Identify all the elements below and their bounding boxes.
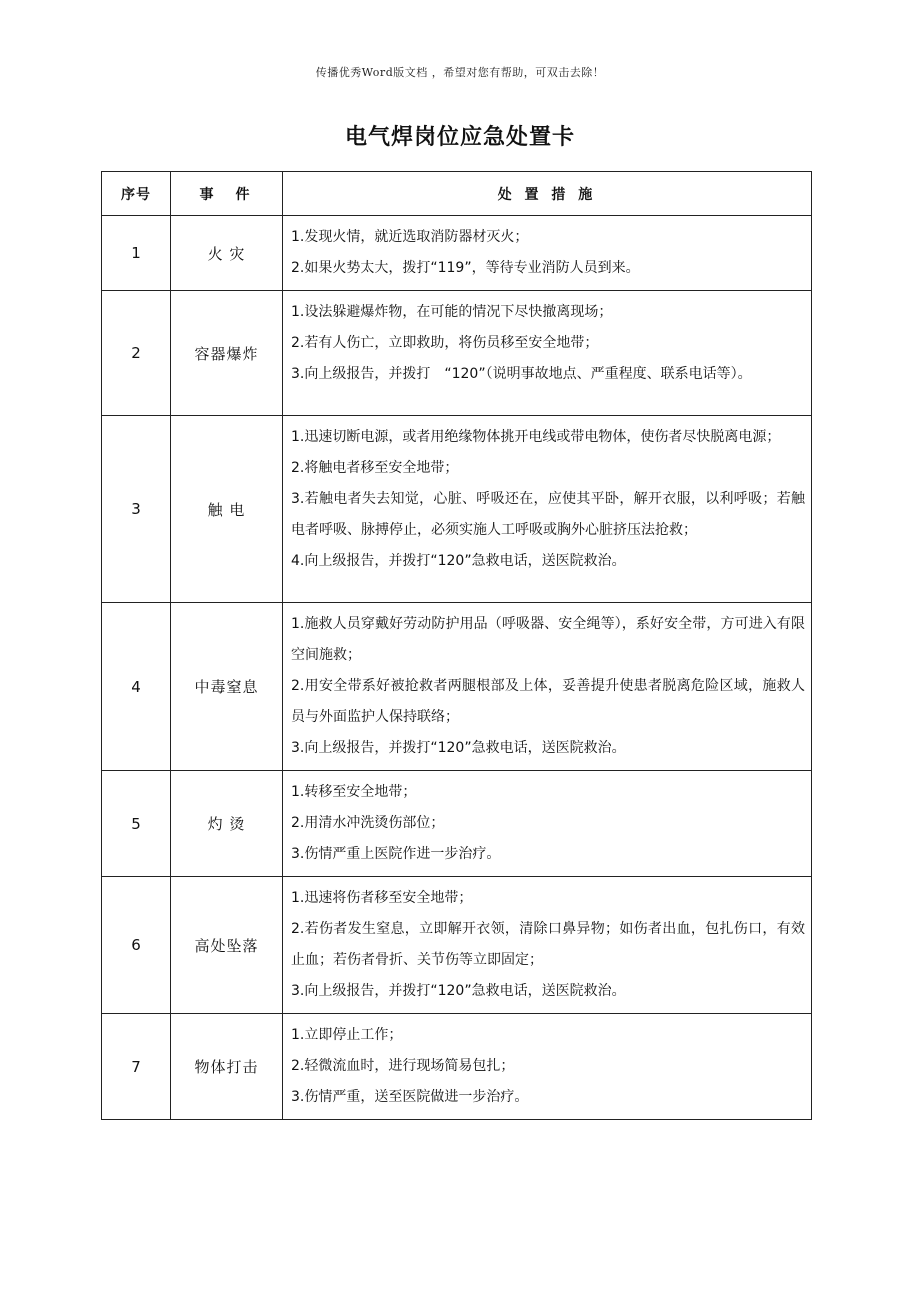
header-event: 事 件	[171, 172, 283, 216]
header-measures: 处 置 措 施	[283, 172, 812, 216]
row-event: 高处坠落	[171, 877, 283, 1014]
row-measures	[283, 603, 812, 771]
measure-line: 1.立即停止工作；	[291, 1027, 403, 1043]
measure-line: 2.轻微流血时，进行现场简易包扎；	[291, 1058, 515, 1074]
measure-line: 2.若伤者发生窒息，立即解开衣领，清除口鼻异物；如伤者出血，包扎伤口，有效止血；若伤者骨折、关节伤等立即固定；	[291, 921, 805, 968]
row-seq: 6	[102, 877, 171, 1014]
row-seq: 1	[102, 216, 171, 291]
row-event: 物体打击	[171, 1014, 283, 1120]
row-seq: 4	[102, 603, 171, 771]
row-seq: 5	[102, 771, 171, 877]
row-measures	[283, 416, 812, 603]
row-measures	[283, 877, 812, 1014]
measure-line: 3.若触电者失去知觉，心脏、呼吸还在，应使其平卧，解开衣服，以利呼吸；若触电者呼吸、脉搏停止，必须实施人工呼吸或胸外心脏挤压法抢救；	[291, 491, 805, 538]
measure-line: 1.施救人员穿戴好劳动防护用品（呼吸器、安全绳等），系好安全带，方可进入有限空间施救；	[291, 616, 805, 663]
row-event: 火 灾	[171, 216, 283, 291]
measure-line: 4.向上级报告，并拨打“120”急救电话，送医院救治。	[291, 553, 626, 569]
row-seq: 2	[102, 291, 171, 416]
row-measures	[283, 291, 812, 416]
table-row	[102, 603, 812, 771]
row-measures	[283, 216, 812, 291]
table-row	[102, 291, 812, 416]
measure-line: 2.用清水冲洗烫伤部位；	[291, 815, 445, 831]
header-seq: 序号	[102, 172, 171, 216]
row-seq: 3	[102, 416, 171, 603]
row-seq: 7	[102, 1014, 171, 1120]
row-event: 触 电	[171, 416, 283, 603]
table-row	[102, 771, 812, 877]
measure-line: 2.如果火势太大，拨打“119”，等待专业消防人员到来。	[291, 260, 640, 276]
table-row	[102, 1014, 812, 1120]
row-event: 容器爆炸	[171, 291, 283, 416]
emergency-disposal-table	[101, 171, 812, 1120]
measure-line: 2.将触电者移至安全地带；	[291, 460, 459, 476]
table-row	[102, 216, 812, 291]
measure-line: 1.迅速将伤者移至安全地带；	[291, 890, 473, 906]
row-measures	[283, 1014, 812, 1120]
row-measures	[283, 771, 812, 877]
measure-line: 1.发现火情，就近选取消防器材灭火；	[291, 229, 529, 245]
measure-line: 3.伤情严重上医院作进一步治疗。	[291, 846, 501, 862]
measure-line: 3.伤情严重，送至医院做进一步治疗。	[291, 1089, 529, 1105]
measure-line: 1.设法躲避爆炸物，在可能的情况下尽快撤离现场；	[291, 304, 613, 320]
row-event: 中毒窒息	[171, 603, 283, 771]
table-header-row	[102, 172, 812, 216]
measure-line: 3.向上级报告，并拨打“120”急救电话，送医院救治。	[291, 740, 626, 756]
measure-line: 3.向上级报告，并拨打“120”急救电话，送医院救治。	[291, 983, 626, 999]
measure-line: 3.向上级报告，并拨打 “120”（说明事故地点、严重程度、联系电话等）。	[291, 366, 752, 382]
measure-line: 2.用安全带系好被抢救者两腿根部及上体，妥善提升使患者脱离危险区域，施救人员与外面监护人保持联络；	[291, 678, 805, 725]
measure-line: 2.若有人伤亡，立即救助，将伤员移至安全地带；	[291, 335, 599, 351]
row-event: 灼 烫	[171, 771, 283, 877]
table-row	[102, 877, 812, 1014]
header-note: 传播优秀Word版文档 ，希望对您有帮助，可双击去除！	[315, 66, 605, 79]
table-row	[102, 416, 812, 603]
measure-line: 1.迅速切断电源，或者用绝缘物体挑开电线或带电物体，使伤者尽快脱离电源；	[291, 429, 781, 445]
page-title: 电气焊岗位应急处置卡	[344, 125, 575, 150]
measure-line: 1.转移至安全地带；	[291, 784, 417, 800]
